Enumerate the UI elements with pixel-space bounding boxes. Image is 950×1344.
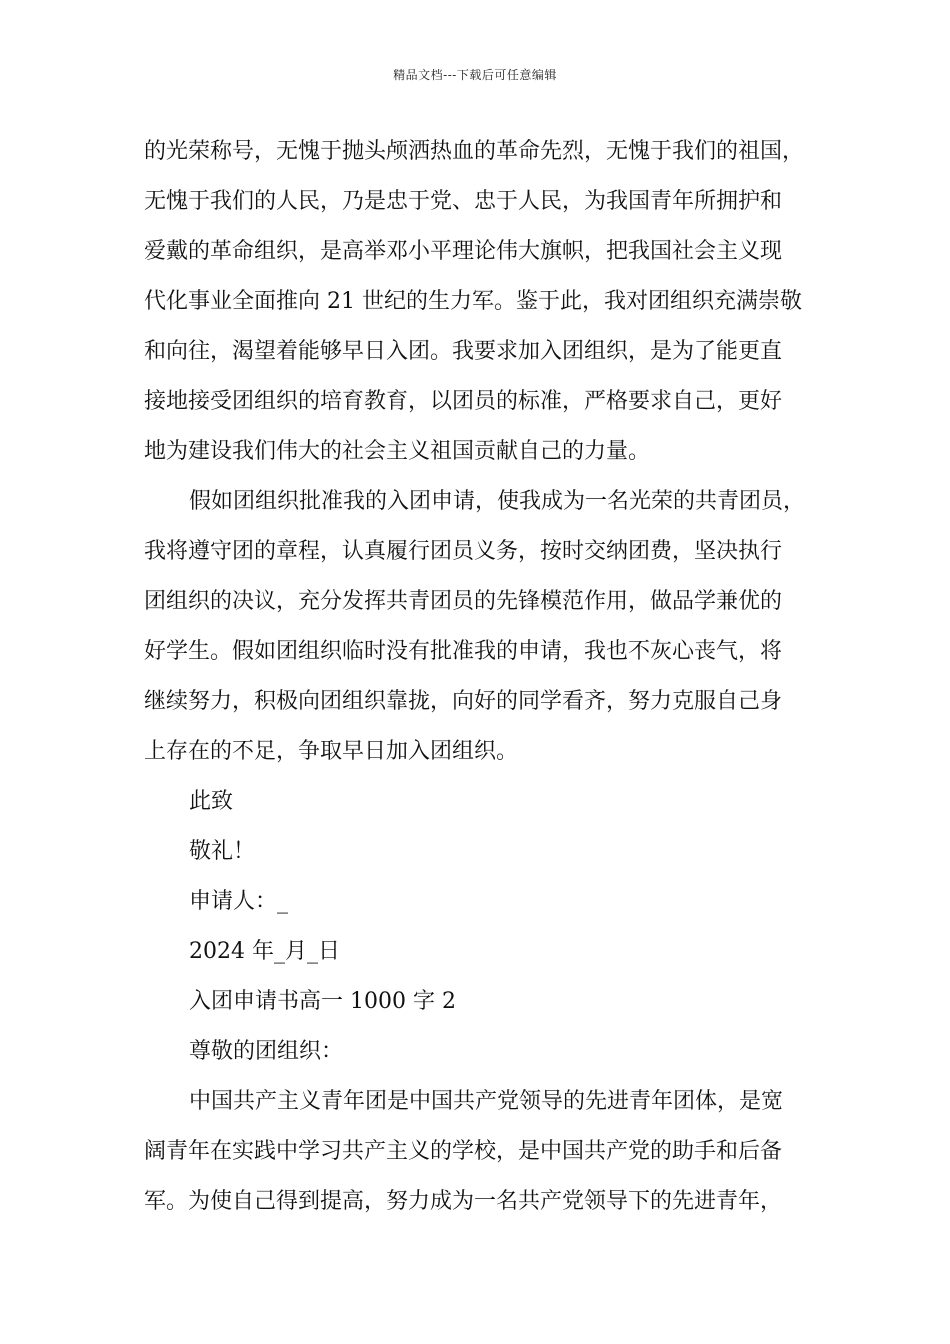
paragraph-line: 上存在的不足，争取早日加入团组织。: [144, 739, 519, 764]
paragraph-line: 无愧于我们的人民，乃是忠于党、忠于人民，为我国青年所拥护和: [144, 189, 783, 214]
paragraph-line: 继续努力，积极向团组织靠拢，向好的同学看齐，努力克服自己身: [144, 689, 783, 714]
closing-salutation: 此致: [189, 789, 234, 814]
paragraph-line: 代化事业全面推向 21 世纪的生力军。鉴于此，我对团组织充满崇敬: [144, 289, 802, 314]
closing-respect: 敬礼！: [189, 839, 256, 864]
paragraph-line: 接地接受团组织的培育教育，以团员的标准，严格要求自己，更好: [144, 389, 783, 414]
applicant-line: 申请人：_: [189, 889, 289, 914]
paragraph-line: 军。为使自己得到提高，努力成为一名共产党领导下的先进青年，: [144, 1189, 783, 1214]
paragraph-line: 阔青年在实践中学习共产主义的学校，是中国共产党的助手和后备: [144, 1139, 783, 1164]
greeting-line: 尊敬的团组织：: [189, 1039, 344, 1064]
paragraph-line: 我将遵守团的章程，认真履行团员义务，按时交纳团费，坚决执行: [144, 539, 783, 564]
paragraph-line: 团组织的决议，充分发挥共青团员的先锋模范作用，做品学兼优的: [144, 589, 783, 614]
paragraph-line: 和向往，渴望着能够早日入团。我要求加入团组织，是为了能更直: [144, 339, 783, 364]
date-line: 2024 年_月_日: [189, 939, 340, 964]
page-header: 精品文档---下载后可任意编辑: [393, 68, 557, 82]
document-body: [144, 127, 844, 1227]
paragraph-line: 的光荣称号，无愧于抛头颅洒热血的革命先烈，无愧于我们的祖国，: [144, 139, 805, 164]
section-title: 入团申请书高一 1000 字 2: [189, 989, 456, 1014]
paragraph-line: 好学生。假如团组织临时没有批准我的申请，我也不灰心丧气，将: [144, 639, 783, 664]
paragraph-line: 地为建设我们伟大的社会主义祖国贡献自己的力量。: [144, 439, 651, 464]
paragraph-line: 假如团组织批准我的入团申请，使我成为一名光荣的共青团员，: [189, 489, 806, 514]
paragraph-line: 中国共产主义青年团是中国共产党领导的先进青年团体，是宽: [189, 1089, 784, 1114]
paragraph-line: 爱戴的革命组织，是高举邓小平理论伟大旗帜，把我国社会主义现: [144, 239, 783, 264]
